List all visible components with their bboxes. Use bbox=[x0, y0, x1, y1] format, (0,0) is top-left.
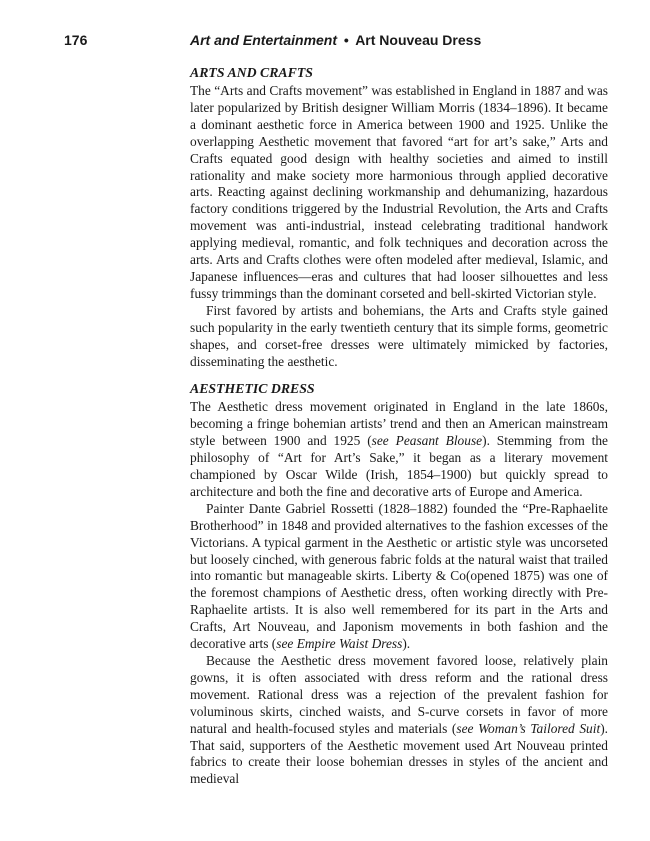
heading-arts-and-crafts: ARTS AND CRAFTS bbox=[190, 65, 313, 80]
entry-title: Art Nouveau Dress bbox=[355, 32, 482, 48]
cross-reference: see Empire Waist Dress bbox=[276, 636, 403, 652]
paragraph-text: ). bbox=[402, 636, 411, 652]
cross-reference: see Peasant Blouse bbox=[371, 433, 483, 449]
running-head bbox=[190, 32, 481, 48]
running-header bbox=[0, 32, 650, 52]
heading-aesthetic-dress: AESTHETIC DRESS bbox=[190, 381, 315, 397]
bullet-separator: • bbox=[343, 32, 349, 48]
paragraph-text: The Aesthetic dress movement originated in England in the late 1860s, becoming a fringe bohemian artists’ trend and then an American mainstream style between 1900 and 1925 ( bbox=[190, 399, 608, 449]
page-number: 176 bbox=[64, 32, 88, 48]
paragraph bbox=[190, 653, 608, 788]
paragraph-text: Because the Aesthetic dress movement favored loose, relatively plain gowns, it is often associated with dress reform and the rational dress movement. Rational dress was a rejection of the prevalent fashion for voluminous skirts, cinched waists, and S-curve corsets in favor of more natural and health-focused styles and materials ( bbox=[190, 653, 608, 736]
paragraph-text: ). Stemming from the philosophy of “Art for Art’s Sake,” it began as a literary movement championed by Oscar Wilde (Irish, 1854–1900) but quickly spread to architecture and both the fine and decorative arts of Europe and America. bbox=[190, 433, 608, 499]
paragraph bbox=[190, 399, 608, 500]
body-column bbox=[190, 64, 608, 788]
paragraph bbox=[190, 501, 608, 653]
section-title: Art and Entertainment bbox=[190, 32, 338, 48]
paragraph: The “Arts and Crafts movement” was established in England in 1887 and was later popularized by British designer William Morris (1834–1896). It became a dominant aesthetic force in America between 1900 and 1925. Unlike the overlapping Aesthetic movement that favored “art for art’s sake,” Arts and Crafts equated good design with healthy societies and aimed to instill rationality and make society more harmonious through applied decorative arts. Reacting against declining workmanship and dehumanizing, hazardous factory conditions triggered by the Industrial Revolution, the Arts and Crafts movement was anti-industrial, instead celebrating traditional handwork applying medieval, romantic, and folk techniques and decoration across the arts. Arts and Crafts clothes were often modeled after medieval, Islamic, and Japanese influences—eras and cultures that had looser silhouettes and less fussy trimmings than the dominant corseted and bell-skirted Victorian style. bbox=[190, 83, 608, 301]
paragraph-text: Painter Dante Gabriel Rossetti (1828–1882) founded the “Pre-Raphaelite Brotherhood” in 1848 and provided alternatives to the fashion excesses of the Victorians. A typical garment in the Aesthetic or artistic style was uncorseted but loosely cinched, with generous fabric folds at the natural waist that trailed into romantic but manageable skirts. Liberty & Co(opened 1875) was one of the foremost champions of Aesthetic dress, often working directly with Pre-Raphaelite artists. It is also well remembered for its part in the Arts and Crafts, Art Nouveau, and Japonism movements in both fashion and the decorative arts ( bbox=[190, 500, 608, 652]
cross-reference: see Woman’s Tailored Suit bbox=[456, 720, 601, 736]
paragraph: First favored by artists and bohemians, the Arts and Crafts style gained such popularity in the early twentieth century that its simple forms, geometric shapes, and corset-free dresses were ultimately mimicked by factories, disseminating the aesthetic. bbox=[190, 302, 608, 369]
paragraph-text: ). That said, supporters of the Aesthetic movement used Art Nouveau printed fabrics to create their loose bohemian dresses in styles of the ancient and medieval bbox=[190, 720, 608, 787]
